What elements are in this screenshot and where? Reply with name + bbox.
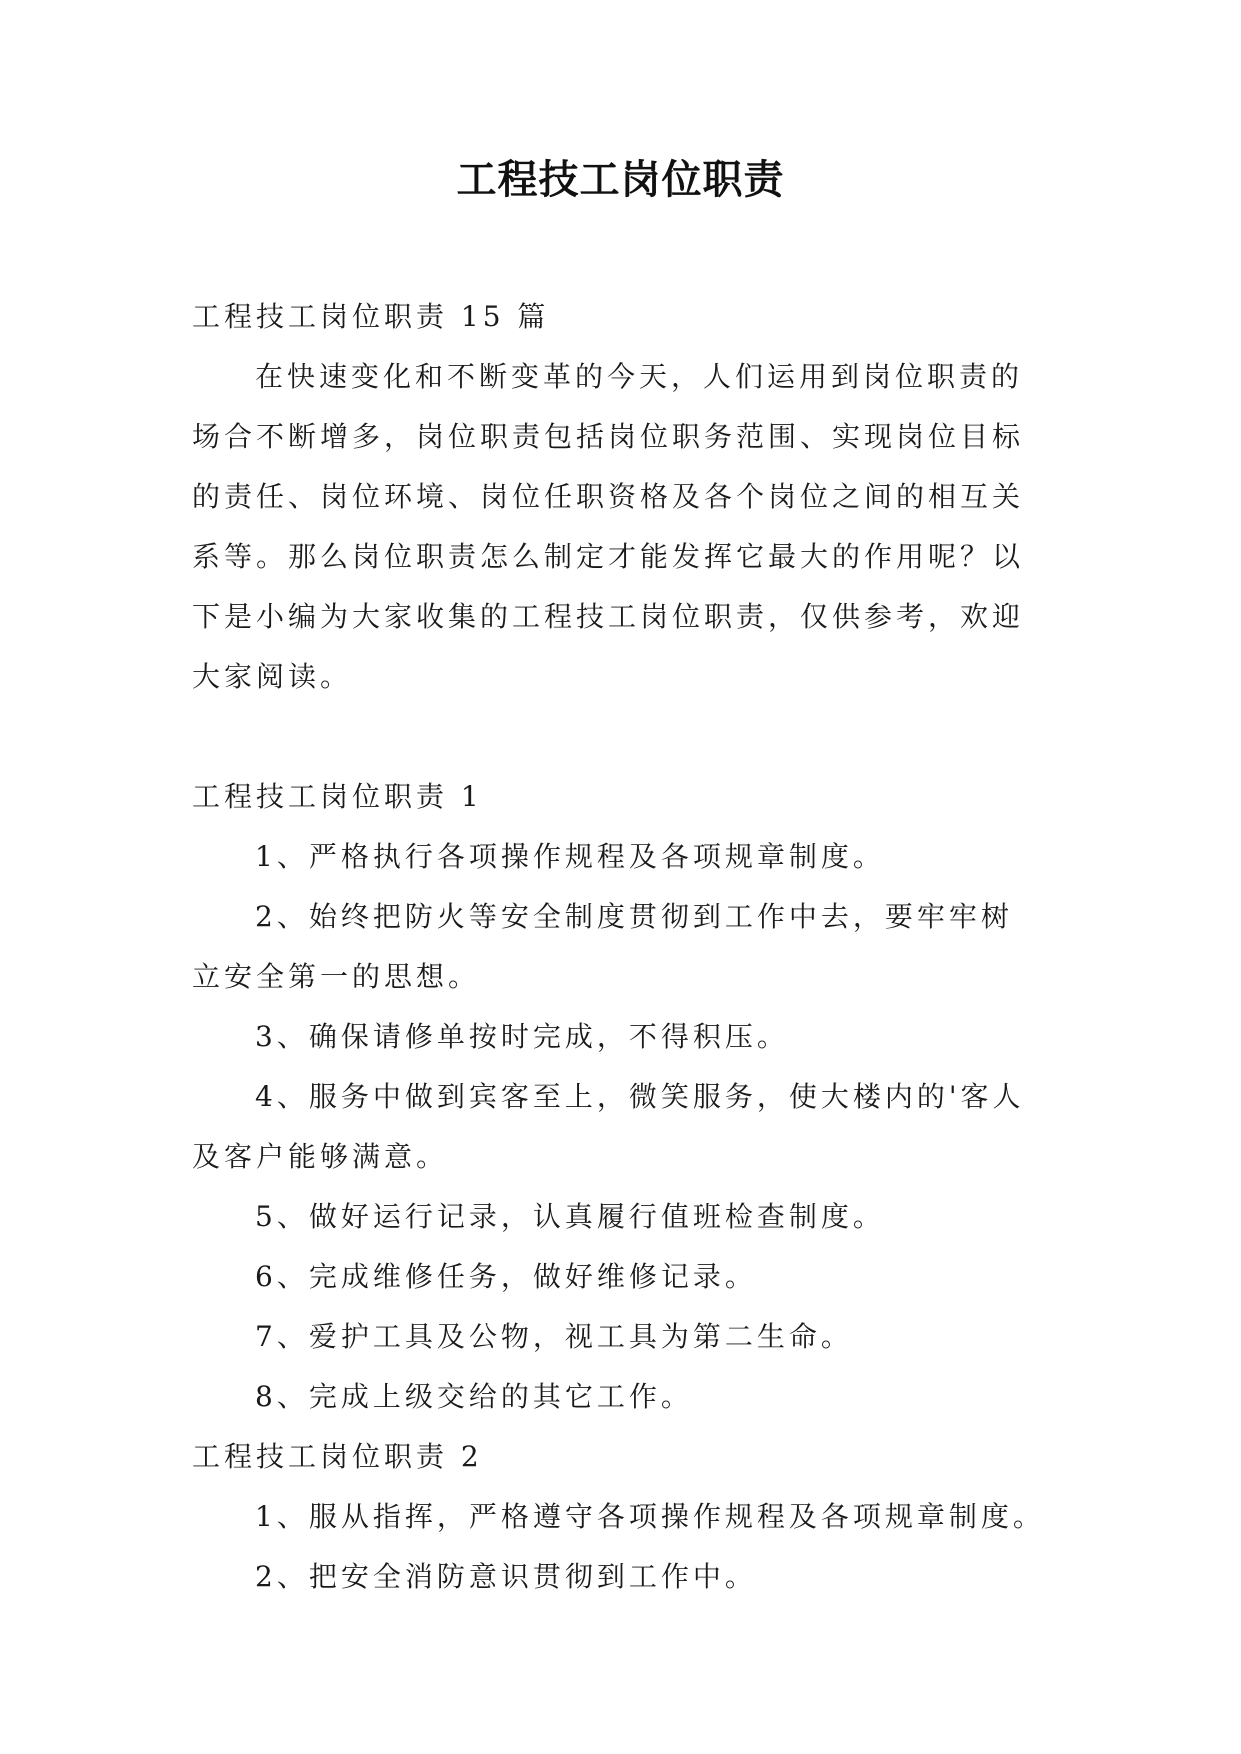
duty-item: 1、严格执行各项操作规程及各项规章制度。 [255,840,885,873]
duty-item: 1、服从指挥，严格遵守各项操作规程及各项规章制度。 [255,1500,1045,1533]
duty-item: 2、把安全消防意识贯彻到工作中。 [255,1560,757,1593]
duty-item: 3、确保请修单按时完成，不得积压。 [255,1020,789,1053]
intro-line: 大家阅读。 [192,660,353,693]
section-heading: 工程技工岗位职责 2 [192,1440,483,1473]
duty-item: 5、做好运行记录，认真履行值班检查制度。 [255,1200,885,1233]
intro-line: 系等。那么岗位职责怎么制定才能发挥它最大的作用呢？以 [192,540,1025,573]
intro-line: 在快速变化和不断变革的今天，人们运用到岗位职责的 [255,360,1024,393]
paragraph-spacer [192,707,1072,767]
intro-line: 下是小编为大家收集的工程技工岗位职责，仅供参考，欢迎 [192,600,1025,633]
duty-item-continuation: 及客户能够满意。 [192,1140,449,1173]
duty-item: 2、始终把防火等安全制度贯彻到工作中去，要牢牢树 [255,900,1013,933]
duty-item-continuation: 立安全第一的思想。 [192,960,481,993]
document-title: 工程技工岗位职责 [456,156,785,203]
duty-item: 8、完成上级交给的其它工作。 [255,1380,693,1413]
duty-item: 4、服务中做到宾客至上，微笑服务，使大楼内的'客人 [255,1080,1025,1113]
intro-line: 场合不断增多，岗位职责包括岗位职务范围、实现岗位目标 [192,420,1025,453]
duty-item: 6、完成维修任务，做好维修记录。 [255,1260,757,1293]
document-subtitle: 工程技工岗位职责 15 篇 [192,300,550,333]
section-heading: 工程技工岗位职责 1 [192,780,483,813]
document-body [192,287,1072,1607]
intro-line: 的责任、岗位环境、岗位任职资格及各个岗位之间的相互关 [192,480,1025,513]
duty-item: 7、爱护工具及公物，视工具为第二生命。 [255,1320,853,1353]
